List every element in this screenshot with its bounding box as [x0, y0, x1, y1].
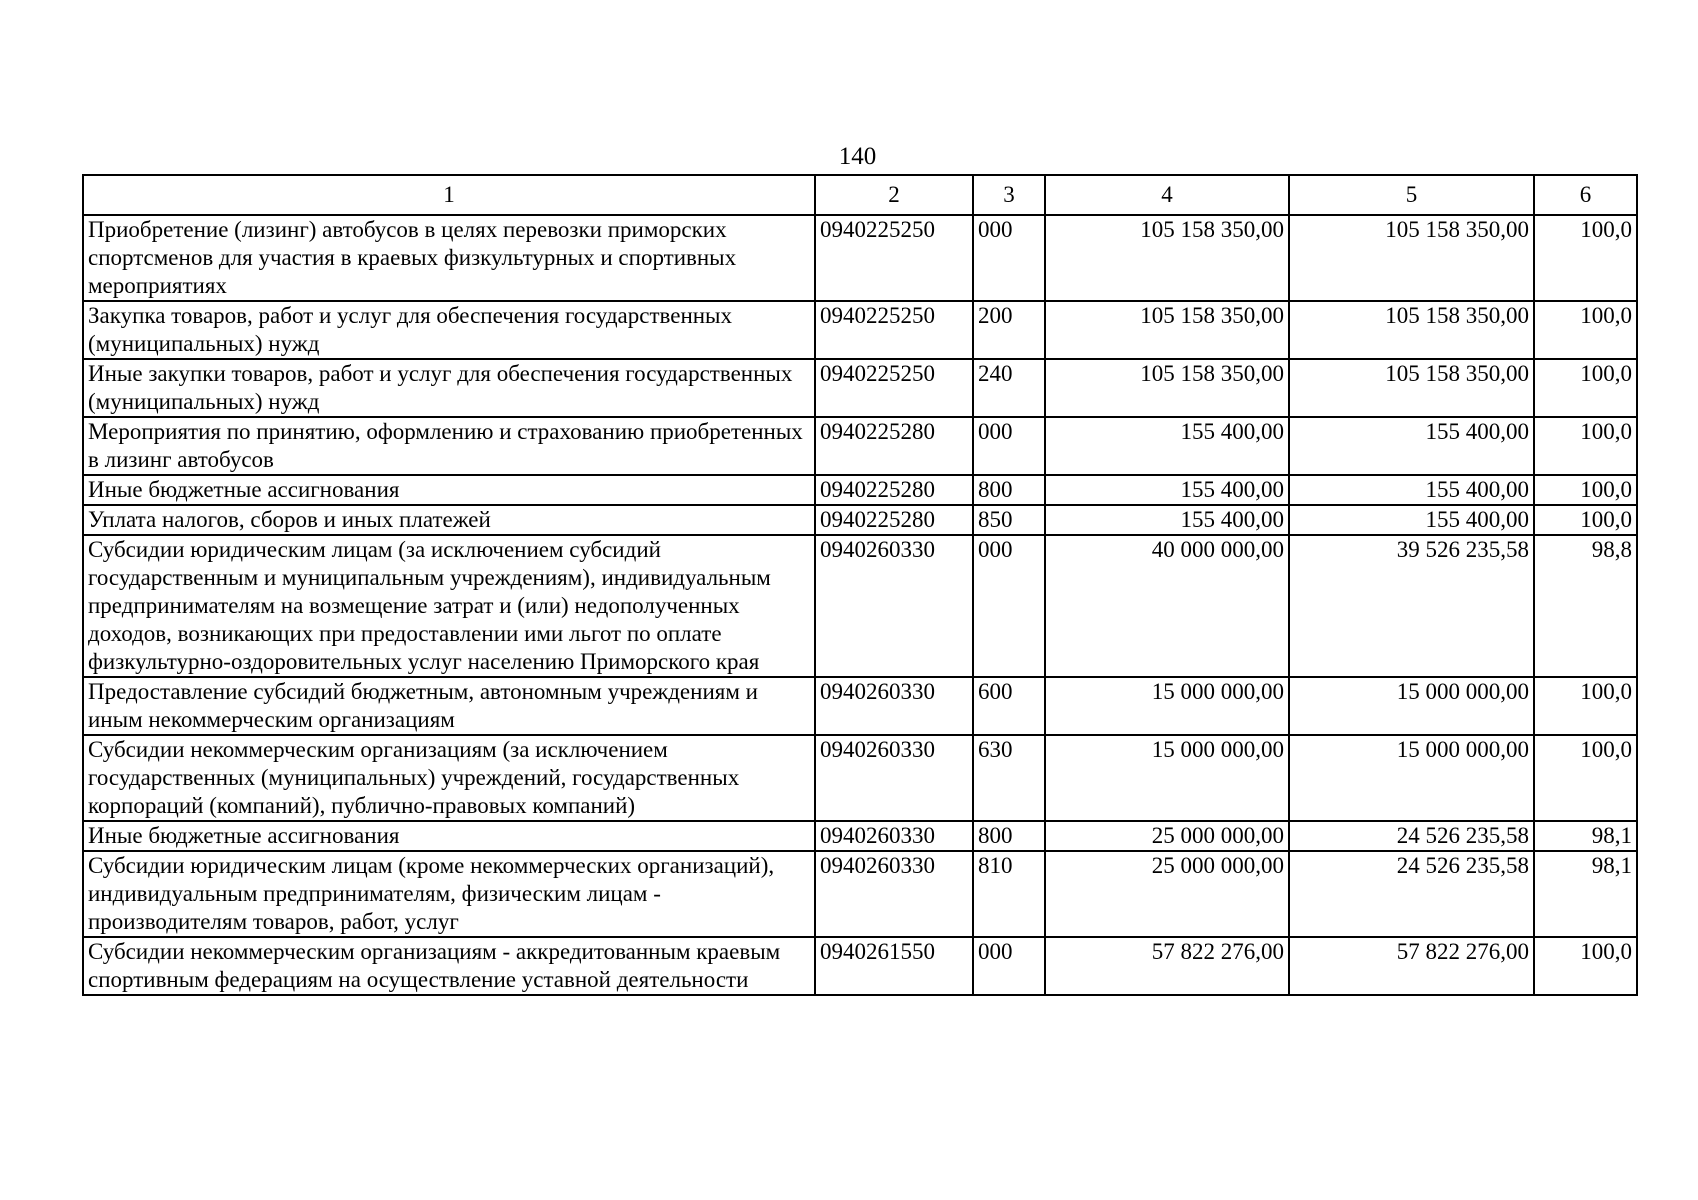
execution-percent: 100,0: [1534, 475, 1637, 505]
actual-amount: 39 526 235,58: [1289, 535, 1534, 677]
expense-name: Приобретение (лизинг) автобусов в целях перевозки приморских спортсменов для участия в краевых физкультурных и спортивных мероприятиях: [83, 215, 815, 301]
execution-percent: 100,0: [1534, 359, 1637, 417]
planned-amount: 57 822 276,00: [1045, 937, 1289, 995]
execution-percent: 98,1: [1534, 851, 1637, 937]
planned-amount: 25 000 000,00: [1045, 821, 1289, 851]
expense-name: Мероприятия по принятию, оформлению и страхованию приобретенных в лизинг автобусов: [83, 417, 815, 475]
target-code: 0940260330: [815, 535, 973, 677]
planned-amount: 155 400,00: [1045, 475, 1289, 505]
expense-name: Субсидии юридическим лицам (за исключением субсидий государственным и муниципальным учреждениям), индивидуальным предпринимателям на возмещение затрат и (или) недополученных доходов, возникающих при предоставлении ими льгот по оплате физкультурно-оздоровительных услуг населению Приморского края: [83, 535, 815, 677]
column-header: 4: [1045, 175, 1289, 215]
execution-percent: 100,0: [1534, 417, 1637, 475]
execution-percent: 100,0: [1534, 301, 1637, 359]
table-row: [83, 735, 1637, 821]
column-header: 6: [1534, 175, 1637, 215]
execution-percent: 100,0: [1534, 735, 1637, 821]
expense-type-code: 000: [973, 937, 1045, 995]
table-row: [83, 535, 1637, 677]
expense-name: Иные бюджетные ассигнования: [83, 475, 815, 505]
target-code: 0940260330: [815, 677, 973, 735]
execution-percent: 100,0: [1534, 937, 1637, 995]
table-row: [83, 301, 1637, 359]
expense-type-code: 000: [973, 535, 1045, 677]
column-header: 5: [1289, 175, 1534, 215]
table-row: [83, 215, 1637, 301]
expense-type-code: 800: [973, 475, 1045, 505]
expense-name: Предоставление субсидий бюджетным, автономным учреждениям и иным некоммерческим организациям: [83, 677, 815, 735]
target-code: 0940260330: [815, 851, 973, 937]
actual-amount: 15 000 000,00: [1289, 677, 1534, 735]
expense-type-code: 240: [973, 359, 1045, 417]
target-code: 0940260330: [815, 821, 973, 851]
table-row: [83, 505, 1637, 535]
target-code: 0940225280: [815, 475, 973, 505]
actual-amount: 105 158 350,00: [1289, 215, 1534, 301]
planned-amount: 25 000 000,00: [1045, 851, 1289, 937]
expense-name: Закупка товаров, работ и услуг для обеспечения государственных (муниципальных) нужд: [83, 301, 815, 359]
execution-percent: 98,8: [1534, 535, 1637, 677]
target-code: 0940225280: [815, 505, 973, 535]
actual-amount: 155 400,00: [1289, 505, 1534, 535]
execution-percent: 100,0: [1534, 677, 1637, 735]
actual-amount: 155 400,00: [1289, 475, 1534, 505]
actual-amount: 57 822 276,00: [1289, 937, 1534, 995]
planned-amount: 155 400,00: [1045, 417, 1289, 475]
column-header: 3: [973, 175, 1045, 215]
table-row: [83, 937, 1637, 995]
page-number: 140: [838, 143, 877, 170]
execution-percent: 100,0: [1534, 215, 1637, 301]
target-code: 0940261550: [815, 937, 973, 995]
actual-amount: 155 400,00: [1289, 417, 1534, 475]
target-code: 0940225250: [815, 359, 973, 417]
column-header: 2: [815, 175, 973, 215]
expense-name: Уплата налогов, сборов и иных платежей: [83, 505, 815, 535]
expense-type-code: 000: [973, 215, 1045, 301]
table-row: [83, 359, 1637, 417]
column-header: 1: [83, 175, 815, 215]
planned-amount: 105 158 350,00: [1045, 359, 1289, 417]
planned-amount: 15 000 000,00: [1045, 735, 1289, 821]
expense-name: Иные закупки товаров, работ и услуг для обеспечения государственных (муниципальных) нужд: [83, 359, 815, 417]
actual-amount: 15 000 000,00: [1289, 735, 1534, 821]
expense-name: Субсидии некоммерческим организациям - аккредитованным краевым спортивным федерациям на осуществление уставной деятельности: [83, 937, 815, 995]
planned-amount: 15 000 000,00: [1045, 677, 1289, 735]
target-code: 0940260330: [815, 735, 973, 821]
expense-name: Иные бюджетные ассигнования: [83, 821, 815, 851]
expense-type-code: 600: [973, 677, 1045, 735]
expense-type-code: 630: [973, 735, 1045, 821]
table-row: [83, 677, 1637, 735]
expense-type-code: 000: [973, 417, 1045, 475]
expense-type-code: 800: [973, 821, 1045, 851]
table-row: [83, 851, 1637, 937]
expense-type-code: 810: [973, 851, 1045, 937]
planned-amount: 105 158 350,00: [1045, 301, 1289, 359]
table-row: [83, 475, 1637, 505]
actual-amount: 24 526 235,58: [1289, 821, 1534, 851]
table-row: [83, 821, 1637, 851]
actual-amount: 105 158 350,00: [1289, 301, 1534, 359]
execution-percent: 98,1: [1534, 821, 1637, 851]
header-row: [83, 175, 1637, 215]
expense-type-code: 850: [973, 505, 1045, 535]
expense-name: Субсидии юридическим лицам (кроме некоммерческих организаций), индивидуальным предпринимателям, физическим лицам - производителям товаров, работ, услуг: [83, 851, 815, 937]
target-code: 0940225250: [815, 301, 973, 359]
expense-type-code: 200: [973, 301, 1045, 359]
planned-amount: 40 000 000,00: [1045, 535, 1289, 677]
planned-amount: 105 158 350,00: [1045, 215, 1289, 301]
table-row: [83, 417, 1637, 475]
actual-amount: 105 158 350,00: [1289, 359, 1534, 417]
budget-table: [82, 174, 1638, 996]
planned-amount: 155 400,00: [1045, 505, 1289, 535]
actual-amount: 24 526 235,58: [1289, 851, 1534, 937]
target-code: 0940225280: [815, 417, 973, 475]
expense-name: Субсидии некоммерческим организациям (за исключением государственных (муниципальных) учреждений, государственных корпораций (компаний), публично-правовых компаний): [83, 735, 815, 821]
target-code: 0940225250: [815, 215, 973, 301]
execution-percent: 100,0: [1534, 505, 1637, 535]
